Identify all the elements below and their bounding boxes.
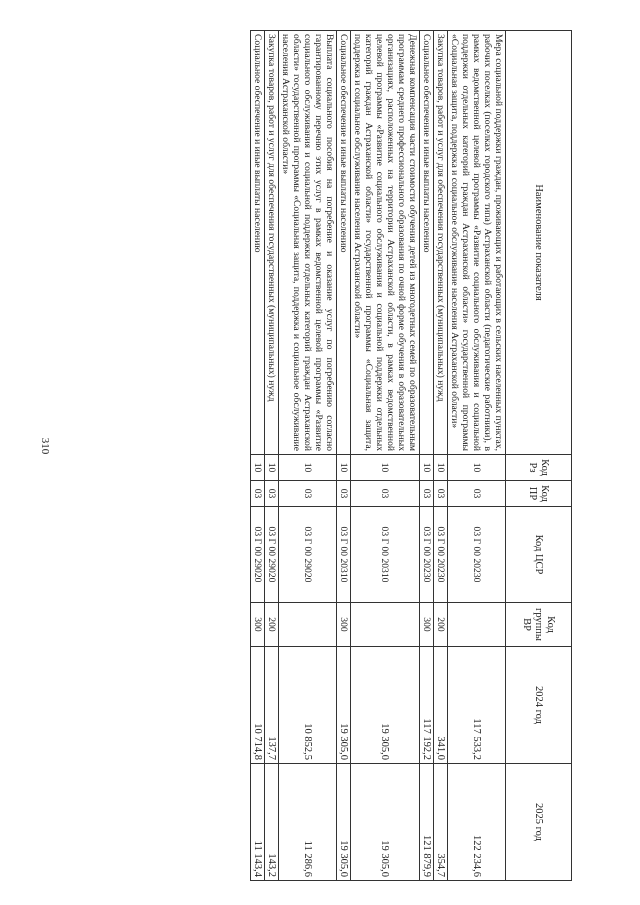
table-row — [265, 31, 279, 881]
cell-2024: 10 852,5 — [279, 647, 337, 764]
cell-2025: 121 879,9 — [420, 764, 434, 881]
cell-2025: 11 286,6 — [279, 764, 337, 881]
table-body — [251, 31, 506, 881]
cell-vr: 200 — [265, 603, 279, 647]
cell-pr: 03 — [434, 481, 448, 507]
cell-2025: 354,7 — [434, 764, 448, 881]
table-header-row — [506, 31, 572, 881]
cell-name: Закупка товаров, работ и услуг для обеспечения государственных (муниципальных) нужд — [265, 31, 279, 455]
rotated-page-content — [82, 30, 572, 880]
cell-vr: 300 — [251, 603, 265, 647]
cell-2024: 137,7 — [265, 647, 279, 764]
cell-csr: 03 Г 00 20230 — [420, 507, 434, 603]
cell-rz: 10 — [337, 455, 351, 481]
cell-2024: 19 305,0 — [337, 647, 351, 764]
cell-vr: 300 — [420, 603, 434, 647]
header-2024: 2024 год — [506, 647, 572, 764]
cell-vr: 200 — [434, 603, 448, 647]
cell-pr: 03 — [448, 481, 506, 507]
table-row — [279, 31, 337, 881]
table-row — [420, 31, 434, 881]
cell-csr: 03 Г 00 20230 — [448, 507, 506, 603]
cell-rz: 10 — [448, 455, 506, 481]
cell-2025: 143,2 — [265, 764, 279, 881]
cell-name: Мера социальной поддержки граждан, проживающих и работающих в сельских населенных пунктах, рабочих поселках (поселках городского типа) Астраханской области (педагогические работники), в рамках ведомственной целевой программы «Развитие социального обслуживания и социальной поддержки отдельных категорий граждан Астраханской области» государственной программы «Социальная защита, поддержка и социальное обслуживание населения Астраханской области» — [448, 31, 506, 455]
cell-2025: 19 305,0 — [351, 764, 420, 881]
cell-name: Социальное обеспечение и иные выплаты населению — [420, 31, 434, 455]
cell-rz: 10 — [279, 455, 337, 481]
cell-name: Закупка товаров, работ и услуг для обеспечения государственных (муниципальных) нужд — [434, 31, 448, 455]
cell-pr: 03 — [265, 481, 279, 507]
cell-name: Социальное обеспечение и иные выплаты населению — [251, 31, 265, 455]
header-pr: Код ПР — [506, 481, 572, 507]
cell-name: Социальное обеспечение и иные выплаты населению — [337, 31, 351, 455]
cell-rz: 10 — [420, 455, 434, 481]
cell-2024: 341,0 — [434, 647, 448, 764]
budget-table — [250, 30, 572, 881]
table-row — [251, 31, 265, 881]
header-name: Наименование показателя — [506, 31, 572, 455]
table-row — [448, 31, 506, 881]
cell-vr — [351, 603, 420, 647]
cell-csr: 03 Г 00 29020 — [265, 507, 279, 603]
cell-vr — [279, 603, 337, 647]
cell-name: Выплата социального пособия на погребение и оказание услуг по погребению согласно гарантированному перечню этих услуг в рамках ведомственной целевой программы «Развитие социального обслуживания и социальной поддержки отдельных категорий граждан Астраханской области» государственной программы «Социальная защита, поддержка и социальное обслуживание населения Астраханской области» — [279, 31, 337, 455]
cell-pr: 03 — [251, 481, 265, 507]
header-csr: Код ЦСР — [506, 507, 572, 603]
cell-csr: 03 Г 00 20310 — [351, 507, 420, 603]
cell-pr: 03 — [351, 481, 420, 507]
cell-vr — [448, 603, 506, 647]
header-2025: 2025 год — [506, 764, 572, 881]
cell-csr: 03 Г 00 29020 — [279, 507, 337, 603]
table-row — [337, 31, 351, 881]
cell-csr: 03 Г 00 29020 — [251, 507, 265, 603]
cell-2025: 11 143,4 — [251, 764, 265, 881]
cell-rz: 10 — [251, 455, 265, 481]
cell-2024: 19 305,0 — [351, 647, 420, 764]
cell-pr: 03 — [279, 481, 337, 507]
cell-2025: 122 234,6 — [448, 764, 506, 881]
table-row — [351, 31, 420, 881]
cell-vr: 300 — [337, 603, 351, 647]
cell-2024: 117 192,2 — [420, 647, 434, 764]
header-rz: Код Рз — [506, 455, 572, 481]
cell-csr: 03 Г 00 20230 — [434, 507, 448, 603]
cell-csr: 03 Г 00 20310 — [337, 507, 351, 603]
cell-2024: 117 533,2 — [448, 647, 506, 764]
header-vr: Код группы ВР — [506, 603, 572, 647]
page-number: 310 — [39, 437, 51, 455]
cell-pr: 03 — [420, 481, 434, 507]
cell-rz: 10 — [351, 455, 420, 481]
cell-2024: 10 714,8 — [251, 647, 265, 764]
cell-rz: 10 — [434, 455, 448, 481]
cell-pr: 03 — [337, 481, 351, 507]
cell-name: Денежная компенсация части стоимости обучения детей из многодетных семей по образовательным программам среднего профессионального образования по очной форме обучения в образовательных организациях, расположенных на территории Астраханской области, в рамках ведомственной целевой программы «Развитие социального обслуживания и социальной поддержки отдельных категорий граждан Астраханской области» государственной программы «Социальная защита, поддержка и социальное обслуживание населения Астраханской области» — [351, 31, 420, 455]
cell-rz: 10 — [265, 455, 279, 481]
cell-2025: 19 305,0 — [337, 764, 351, 881]
table-row — [434, 31, 448, 881]
